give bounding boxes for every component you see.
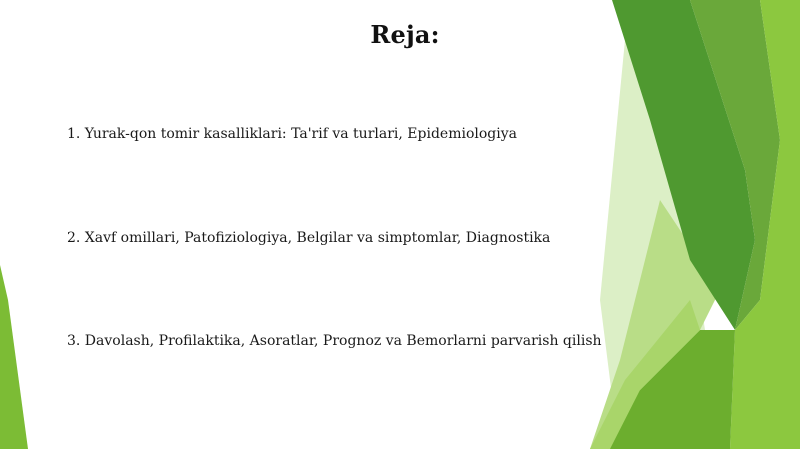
plan-item-1: 1. Yurak-qon tomir kasalliklari: Ta'rif va turlari, Epidemiologiya <box>67 126 517 142</box>
slide-title: Reja: <box>370 20 440 49</box>
plan-item-2: 2. Xavf omillari, Patofiziologiya, Belgilar va simptomlar, Diagnostika <box>67 230 551 246</box>
left-green-sliver <box>0 265 28 449</box>
plan-item-3: 3. Davolash, Profilaktika, Asoratlar, Prognoz va Bemorlarni parvarish qilish <box>67 333 602 349</box>
